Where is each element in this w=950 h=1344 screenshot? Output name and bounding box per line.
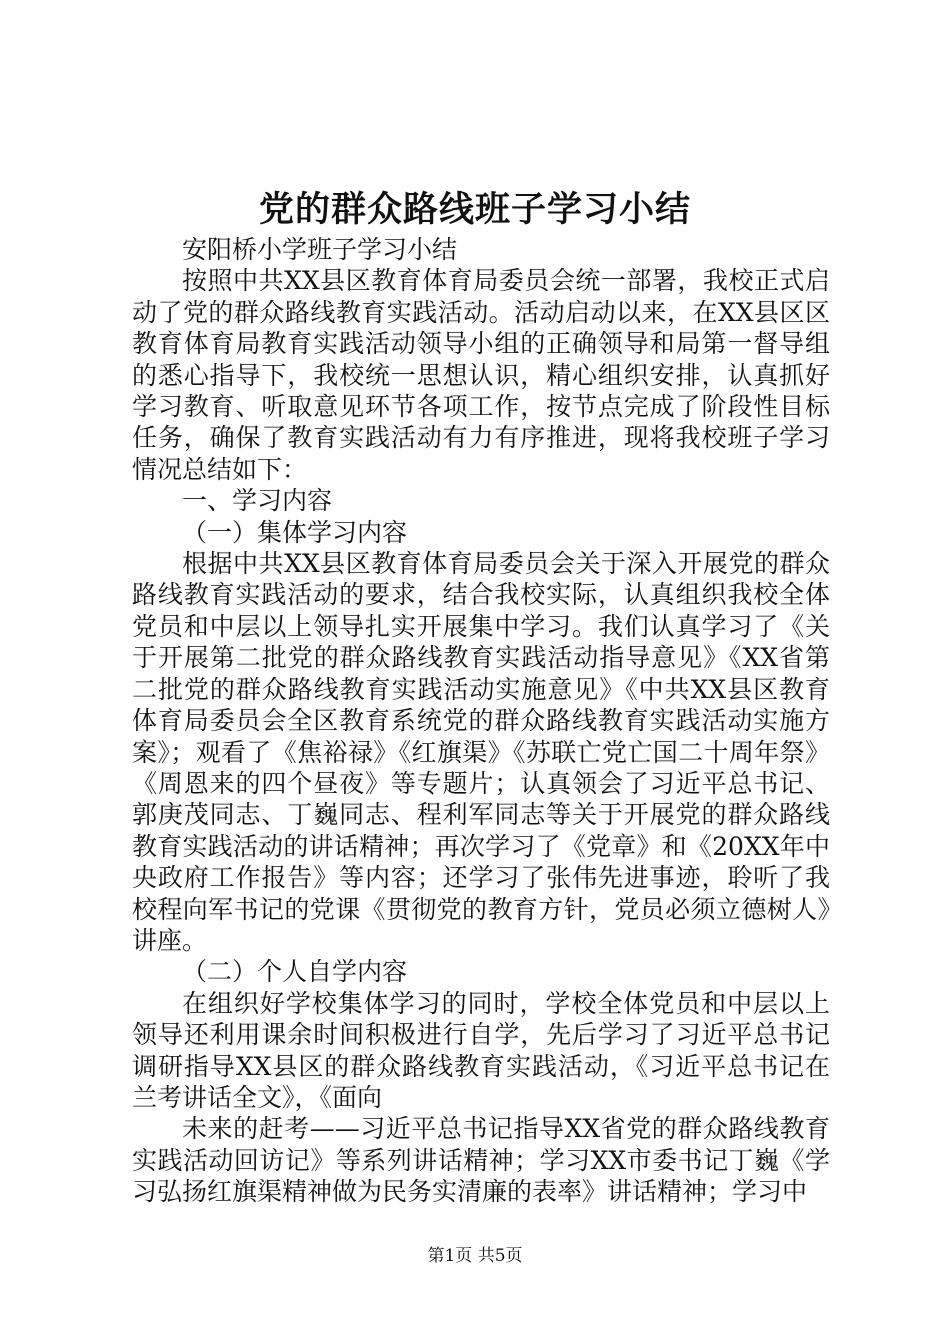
self-study-paragraph: 在组织好学校集体学习的同时，学校全体党员和中层以上领导还利用课余时间积极进行自学，先后学习了习近平总书记调研指导XX县区的群众路线教育实践活动，《习近平总书记在兰考讲话全文》，《面向 (132, 988, 830, 1112)
document-body (132, 234, 830, 1208)
subsection-heading-1: （一）集体学习内容 (182, 517, 408, 547)
section-heading-1: 一、学习内容 (182, 486, 333, 516)
document-title: 党的群众路线班子学习小结 (258, 189, 691, 230)
subsection-heading-2: （二）个人自学内容 (182, 957, 408, 987)
collective-study-paragraph: 根据中共XX县区教育体育局委员会关于深入开展党的群众路线教育实践活动的要求，结合我校实际，认真组织我校全体党员和中层以上领导扎实开展集中学习。我们认真学习了《关于开展第二批党的群众路线教育实践活动指导意见》《XX省第二批党的群众路线教育实践活动实施意见》《中共XX县区教育体育局委员会全区教育系统党的群众路线教育实践活动实施方案》；观看了《焦裕禄》《红旗渠》《苏联亡党亡国二十周年祭》《周恩来的四个昼夜》等专题片；认真领会了习近平总书记、郭庚茂同志、丁巍同志、程利军同志等关于开展党的群众路线教育实践活动的讲话精神；再次学习了《党章》和《20XX年中央政府工作报告》等内容；还学习了张伟先进事迹，聆听了我校程向军书记的党课《贯彻党的教育方针，党员必须立德树人》讲座。 (132, 549, 830, 955)
page-footer: 第1页 共5页 (427, 1246, 523, 1266)
continued-paragraph: 未来的赶考——习近平总书记指导XX省党的群众路线教育实践活动回访记》等系列讲话精神；学习XX市委书记丁巍《学习弘扬红旗渠精神做为民务实清廉的表率》讲话精神；学习中 (132, 1114, 830, 1207)
subtitle-paragraph: 安阳桥小学班子学习小结 (182, 235, 458, 264)
intro-paragraph: 按照中共XX县区教育体育局委员会统一部署，我校正式启动了党的群众路线教育实践活动。活动启动以来，在XX县区区教育体育局教育实践活动领导小组的正确领导和局第一督导组的悉心指导下，我校统一思想认识，精心组织安排，认真抓好学习教育、听取意见环节各项工作，按节点完成了阶段性目标任务，确保了教育实践活动有力有序推进，现将我校班子学习情况总结如下： (132, 266, 830, 484)
